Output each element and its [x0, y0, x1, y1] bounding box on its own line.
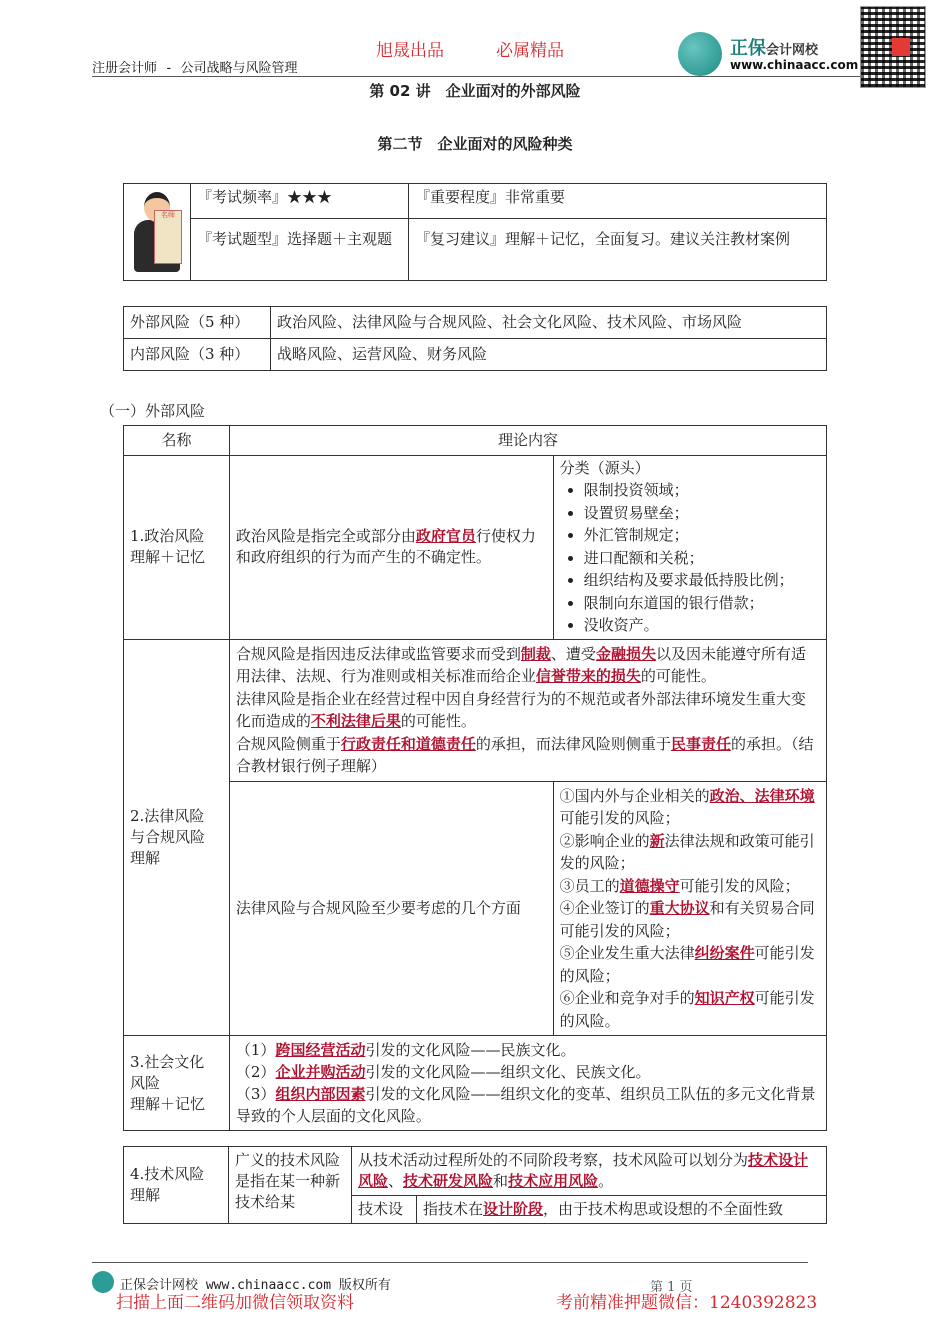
external-risk-table	[123, 425, 827, 1131]
risk-summary-table	[123, 306, 827, 371]
teacher-avatar: 名师	[128, 188, 186, 276]
section-title: 第二节 企业面对的风险种类	[377, 135, 573, 153]
exam-types: 『考试题型』选择题＋主观题	[191, 219, 409, 281]
tech-risk-stages: 从技术活动过程所处的不同阶段考察，技术风险可以划分为技术设计风险、技术研发风险和技术应用风险。	[352, 1147, 827, 1196]
footer-logo-icon	[92, 1271, 114, 1293]
chinaacc-logo-icon	[678, 32, 722, 76]
list-item: • 进口配额和关税；	[584, 547, 820, 570]
sources-title: 分类（源头）	[559, 459, 650, 477]
list-item: • 组织结构及要求最低持股比例；	[584, 569, 820, 592]
list-item: • 没收资产。	[584, 614, 820, 637]
list-item: • 设置贸易壁垒；	[584, 502, 820, 525]
political-risk-sources	[553, 456, 826, 640]
promo-text-right: 考前精准押题微信：1240392823	[556, 1293, 818, 1313]
social-culture-risk-content: （1）跨国经营活动引发的文化风险——民族文化。 （2）企业并购活动引发的文化风险——组织文化、民族文化。 （3）组织内部因素引发的文化风险——组织文化的变革、组织员工队伍的多元文化背景导致的个人层面的文化风险。	[229, 1036, 826, 1131]
tech-risk-name: 4.技术风险 理解	[124, 1147, 229, 1224]
political-risk-definition: 政治风险是指完全或部分由政府官员行使权力和政府组织的行为而产生的不确定性。	[229, 456, 553, 640]
external-risk-heading: （一）外部风险	[100, 402, 206, 420]
legal-risk-definitions: 合规风险是指因违反法律或监管要求而受到制裁、遭受金融损失以及因未能遵守所有适用法律、法规、行为准则或相关标准而给企业信誉带来的损失的可能性。 法律风险是指企业在经营过程中因自身经营行为的不规范或者外部法律环境发生重大变化而造成的不利法律后果的可能性。 合规风险侧重于行政责任和道德责任的承担，而法律风险则侧重于民事责任的承担。（结合教材银行例子理解）	[229, 639, 826, 781]
legal-risk-considerations-list: ①国内外与企业相关的政治、法律环境可能引发的风险； ②影响企业的新法律法规和政策可能引发的风险； ③员工的道德操守可能引发的风险； ④企业签订的重大协议和有关贸易合同可能引发的风险； ⑤企业发生重大法律纠纷案件可能引发的风险； ⑥企业和竞争对手的知识产权可能引发的风险。	[553, 781, 826, 1036]
teacher-avatar-cell	[124, 184, 191, 281]
table-row	[124, 781, 827, 1036]
logo-url: www.chinaacc.com	[730, 58, 859, 72]
tech-design-label: 技术设	[352, 1196, 417, 1224]
brand-text-1: 旭晟出品	[376, 41, 444, 61]
internal-risk-label: 内部风险（3 种）	[124, 339, 271, 371]
lecture-title: 第 02 讲 企业面对的外部风险	[369, 82, 581, 100]
tech-design-content: 指技术在设计阶段，由于技术构思或设想的不全面性致	[417, 1196, 827, 1224]
importance-level: 『重要程度』非常重要	[409, 184, 827, 219]
list-item: • 外汇管制规定；	[584, 524, 820, 547]
page-number: 第 1 页	[650, 1280, 693, 1295]
review-advice: 『复习建议』理解＋记忆，全面复习。建议关注教材案例	[409, 219, 827, 281]
table-row	[124, 1147, 827, 1196]
promo-text-left: 扫描上面二维码加微信领取资料	[116, 1293, 354, 1313]
tech-risk-definition: 广义的技术风险是指在某一种新技术给某	[229, 1147, 352, 1224]
column-header-content: 理论内容	[229, 426, 826, 456]
table-row	[124, 1036, 827, 1131]
brand-text-2: 必属精品	[496, 41, 564, 61]
qr-badge-icon	[892, 38, 910, 56]
list-item: • 限制投资领域；	[584, 479, 820, 502]
intro-table	[123, 183, 827, 281]
column-header-name: 名称	[124, 426, 230, 456]
table-row	[124, 456, 827, 640]
external-risk-list: 政治风险、法律风险与合规风险、社会文化风险、技术风险、市场风险	[271, 307, 827, 339]
header-divider	[92, 76, 860, 77]
footer-copyright: 正保会计网校 www.chinaacc.com 版权所有	[120, 1278, 391, 1293]
external-risk-label: 外部风险（5 种）	[124, 307, 271, 339]
logo-name: 正保会计网校	[730, 38, 819, 59]
exam-frequency: 『考试频率』★★★	[191, 184, 409, 219]
header-course-title: 注册会计师 - 公司战略与风险管理	[92, 61, 298, 76]
legal-risk-considerations-label: 法律风险与合规风险至少要考虑的几个方面	[229, 781, 553, 1036]
legal-risk-name: 2.法律风险 与合规风险 理解	[124, 639, 230, 1036]
list-item: • 限制向东道国的银行借款；	[584, 592, 820, 615]
footer-divider	[92, 1262, 808, 1263]
internal-risk-list: 战略风险、运营风险、财务风险	[271, 339, 827, 371]
social-culture-risk-name: 3.社会文化 风险 理解＋记忆	[124, 1036, 230, 1131]
political-risk-name: 1.政治风险 理解＋记忆	[124, 456, 230, 640]
table-row	[124, 639, 827, 781]
tech-risk-table	[123, 1146, 827, 1224]
